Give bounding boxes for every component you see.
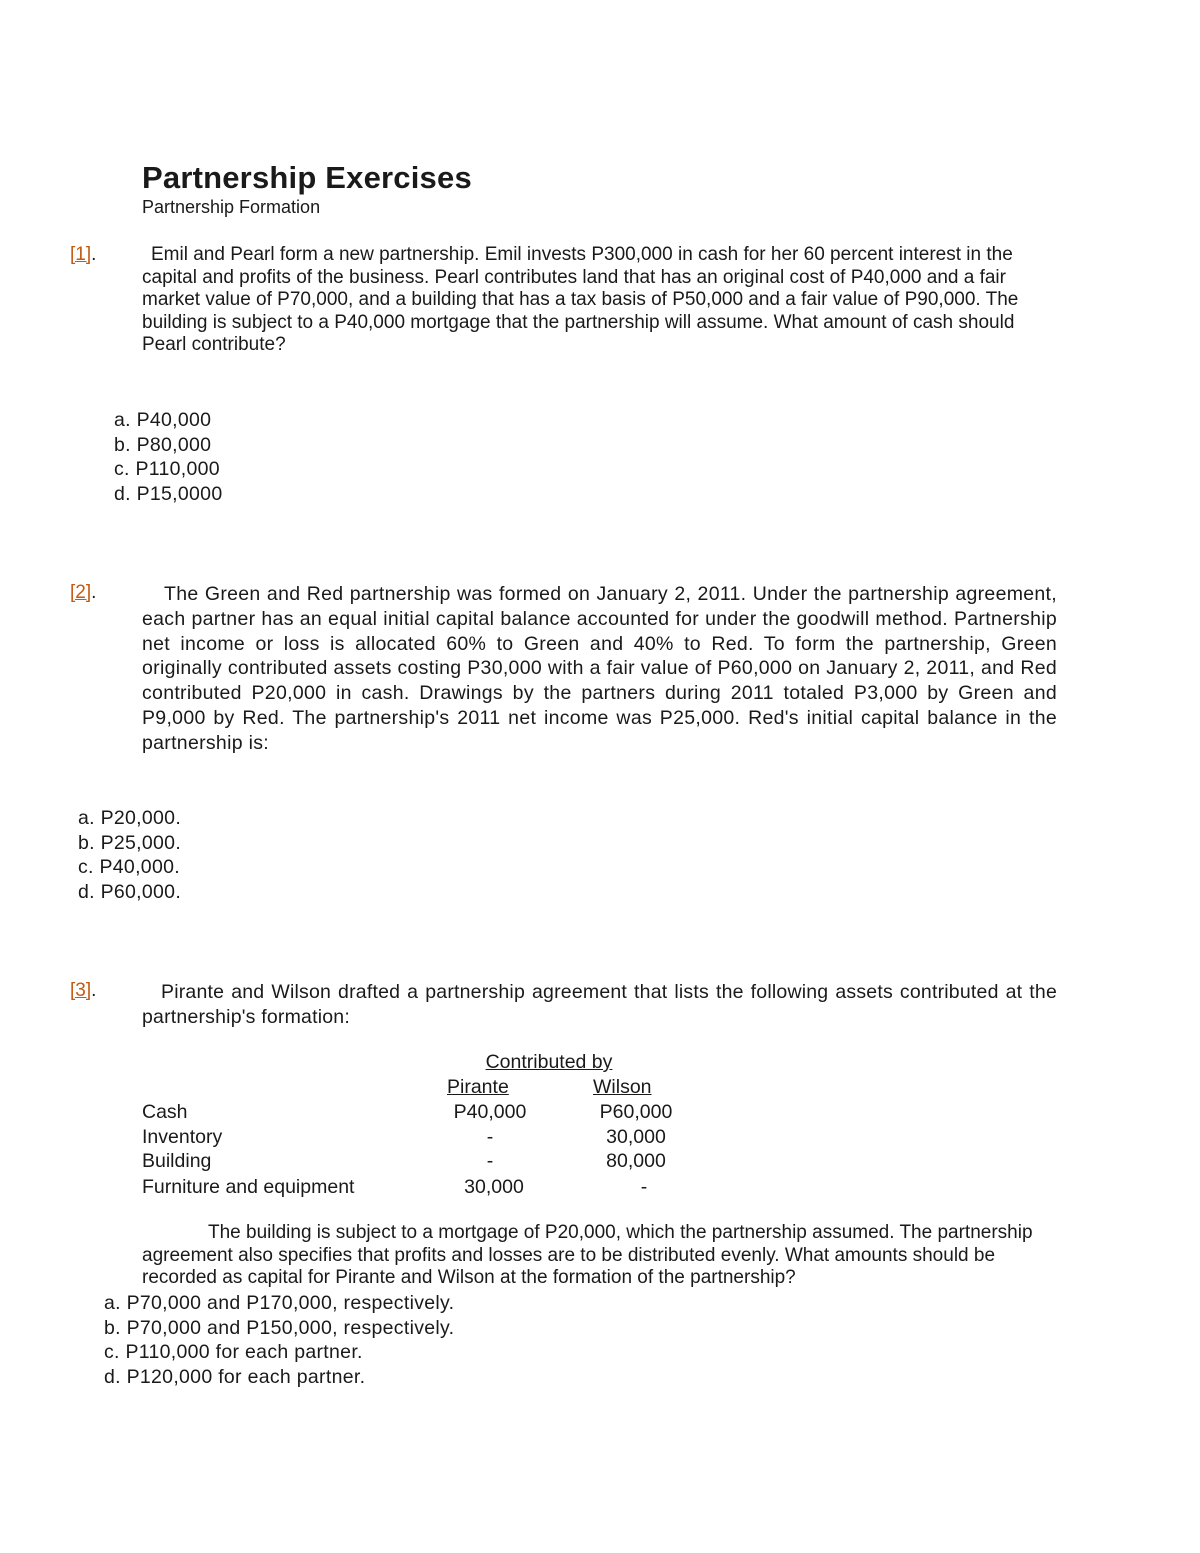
table-cell-pirante: 30,000 — [464, 1176, 524, 1198]
question-1-number-link[interactable]: [1] — [70, 244, 92, 265]
question-1-number-wrap — [70, 244, 96, 266]
question-2-number-dot: . — [91, 582, 97, 603]
question-3-text: Pirante and Wilson drafted a partnership agreement that lists the following assets contributed at the partnership's formation: — [142, 981, 1057, 1028]
question-3-number-link[interactable]: [3] — [70, 980, 92, 1001]
question-1-text: Emil and Pearl form a new partnership. Emil invests P300,000 in cash for her 60 percent interest in the capital and profits of the business. Pearl contributes land that has an original cost of P40,000 and a fair market value of P70,000, and a building that has a tax basis of P50,000 and a fair value of P90,000. The building is subject to a P40,000 mortgage that the partnership will assume. What amount of cash should Pearl contribute? — [142, 244, 1019, 355]
table-row-label: Furniture and equipment — [142, 1176, 355, 1198]
choice-1a: a. P40,000 — [114, 409, 212, 431]
table-cell-pirante: - — [486, 1126, 494, 1148]
table-col-pirante: Pirante — [447, 1076, 509, 1098]
choice-3a: a. P70,000 and P170,000, respectively. — [104, 1292, 455, 1314]
table-cell-pirante: - — [486, 1150, 494, 1172]
table-cell-pirante: P40,000 — [453, 1101, 527, 1123]
table-row-label: Inventory — [142, 1126, 223, 1148]
choice-2a: a. P20,000. — [78, 807, 182, 829]
question-1-choices — [114, 408, 222, 506]
question-3-number-wrap — [70, 980, 96, 1002]
page-subtitle: Partnership Formation — [142, 197, 321, 217]
question-2-choices — [78, 806, 181, 904]
question-3-followup: The building is subject to a mortgage of P20,000, which the partnership assumed. The partnership agreement also specifies that profits and losses are to be distributed evenly. What amounts should be recorded as capital for Pirante and Wilson at the formation of the partnership? — [142, 1222, 1033, 1288]
question-1-number-dot: . — [91, 244, 97, 265]
table-row-label: Building — [142, 1150, 212, 1172]
table-col-wilson: Wilson — [593, 1076, 652, 1098]
table-cell-wilson: P60,000 — [599, 1101, 673, 1123]
question-2-text: The Green and Red partnership was formed on January 2, 2011. Under the partnership agreement, each partner has an equal initial capital balance accounted for under the goodwill method. Partnership net income or loss is allocated 60% to Green and 40% to Red. To form the partnership, Green originally contributed assets costing P30,000 with a fair value of P60,000 on January 2, 2011, and Red contributed P20,000 in cash. Drawings by the partners during 2011 totaled P3,000 by Green and P9,000 by Red. The partnership's 2011 net income was P25,000. Red's initial capital balance in the partnership is: — [142, 583, 1057, 754]
choice-1b: b. P80,000 — [114, 433, 212, 456]
choice-1d: d. P15,0000 — [114, 482, 223, 505]
choice-1c: c. P110,000 — [114, 458, 220, 480]
choice-2d: d. P60,000. — [78, 880, 182, 903]
choice-2b: b. P25,000. — [78, 831, 182, 854]
question-2-number-link[interactable]: [2] — [70, 582, 92, 603]
table-cell-wilson: - — [640, 1176, 648, 1198]
table-cell-wilson: 80,000 — [606, 1150, 666, 1172]
question-2-number-wrap — [70, 582, 96, 604]
question-3-number-dot: . — [91, 980, 97, 1001]
table-cell-wilson: 30,000 — [606, 1126, 666, 1148]
choice-3b: b. P70,000 and P150,000, respectively. — [104, 1316, 455, 1339]
choice-3d: d. P120,000 for each partner. — [104, 1365, 366, 1388]
table-row-label: Cash — [142, 1101, 188, 1123]
table-group-header: Contributed by — [485, 1051, 613, 1073]
page-title: Partnership Exercises — [142, 160, 472, 195]
choice-2c: c. P40,000. — [78, 856, 180, 878]
question-3-choices — [104, 1291, 454, 1389]
choice-3c: c. P110,000 for each partner. — [104, 1341, 363, 1363]
